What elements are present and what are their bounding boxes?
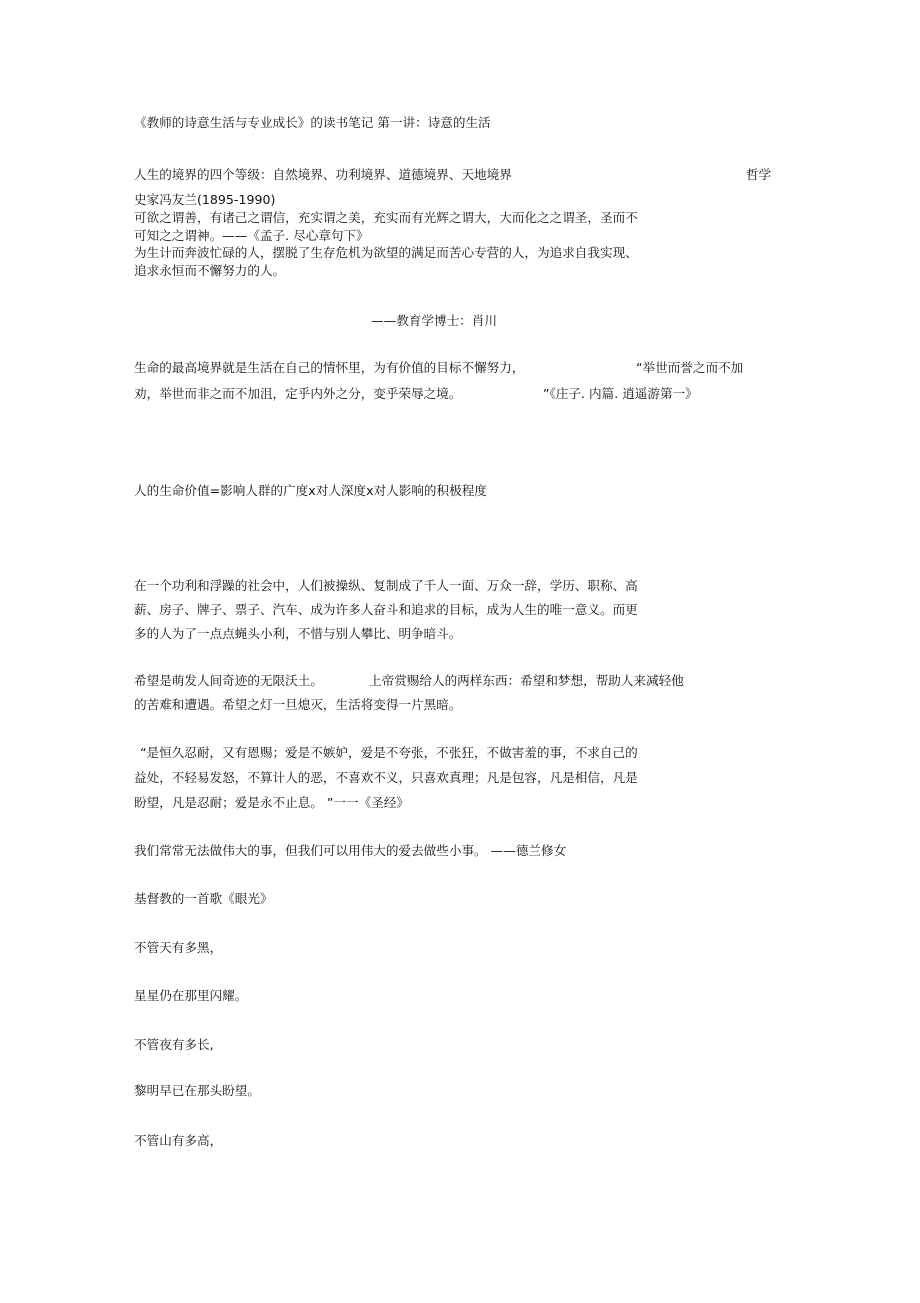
hope-line-1b: 上帝赏赐给人的两样东西：希望和梦想，帮助人来减轻他 [369,673,684,688]
bible-quote-line-2: 益处，不轻易发怒，不算计人的恶，不喜欢不义，只喜欢真理；凡是包容，凡是相信，凡是 [134,770,638,785]
utilitarian-society-line-2: 薪、房子、牌子、票子、汽车、成为许多人奋斗和追求的目标，成为人生的唯一意义。而更 [134,602,638,617]
song-title: 基督教的一首歌《眼光》 [134,891,273,906]
utilitarian-society-line-3: 多的人为了一点点蝇头小利，不惜与别人攀比、明争暗斗。 [134,626,462,641]
mother-teresa-quote: 我们常常无法做伟大的事，但我们可以用伟大的爱去做些小事。 ——德兰修女 [134,843,567,858]
bible-quote-line-3: 盼望，凡是忍耐；爱是永不止息。 ”一一《圣经》 [134,795,409,810]
song-line: 星星仍在那里闪耀。 [134,988,248,1003]
song-line: 不管天有多黑， [134,940,223,955]
highest-realm-line-2a: 劝，举世而非之而不加沮，定乎内外之分，变乎荣辱之境。 [134,386,462,401]
life-value-formula: 人的生命价值=影响人群的广度x对人深度x对人影响的积极程度 [134,483,487,498]
philosopher-line: 史家冯友兰(1895-1990) [134,192,276,207]
hope-line-1a: 希望是萌发人间奇迹的无限沃土。 [134,673,323,688]
bible-quote-line-1: “是恒久忍耐，又有恩赐；爱是不嫉妒，爱是不夸张，不张狂，不做害羞的事，不求自己的 [140,745,638,760]
hope-line-2: 的苦难和遭遇。希望之灯一旦熄灭，生活将变得一片黑暗。 [134,697,462,712]
song-line: 黎明早已在那头盼望。 [134,1083,260,1098]
realm-levels-line: 人生的境界的四个等级：自然境界、功利境界、道德境界、天地境界 [134,167,512,182]
mencius-quote-line-1: 可欲之谓善，有诸己之谓信，充实谓之美，充实而有光辉之谓大，大而化之之谓圣，圣而不 [134,210,638,225]
attribution-xiaochuan: ——教育学博士：肖川 [371,313,497,328]
utilitarian-society-line-1: 在一个功利和浮躁的社会中，人们被操纵、复制成了千人一面、万众一辞，学历、职称、高 [134,578,638,593]
realm-levels-line-right: 哲学 [746,167,772,182]
document-title: 《教师的诗意生活与专业成长》的读书笔记 第一讲：诗意的生活 [134,115,491,130]
highest-realm-line-1a: 生命的最高境界就是生活在自己的情怀里，为有价值的目标不懈努力， [134,360,525,375]
realm-description-line-2: 追求永恒而不懈努力的人。 [134,263,286,278]
mencius-quote-line-2: 可知之之谓神。——《孟子. 尽心章句下》 [134,228,369,243]
song-line: 不管山有多高， [134,1133,223,1148]
realm-description-line-1: 为生计而奔波忙碌的人，摆脱了生存危机为欲望的满足而苦心专营的人，为追求自我实现、 [134,245,638,260]
highest-realm-line-1b: “举世而誉之而不加 [636,360,744,375]
highest-realm-line-2b: ”《庄子. 内篇. 逍遥游第一》 [543,386,698,401]
song-line: 不管夜有多长, [134,1037,214,1052]
